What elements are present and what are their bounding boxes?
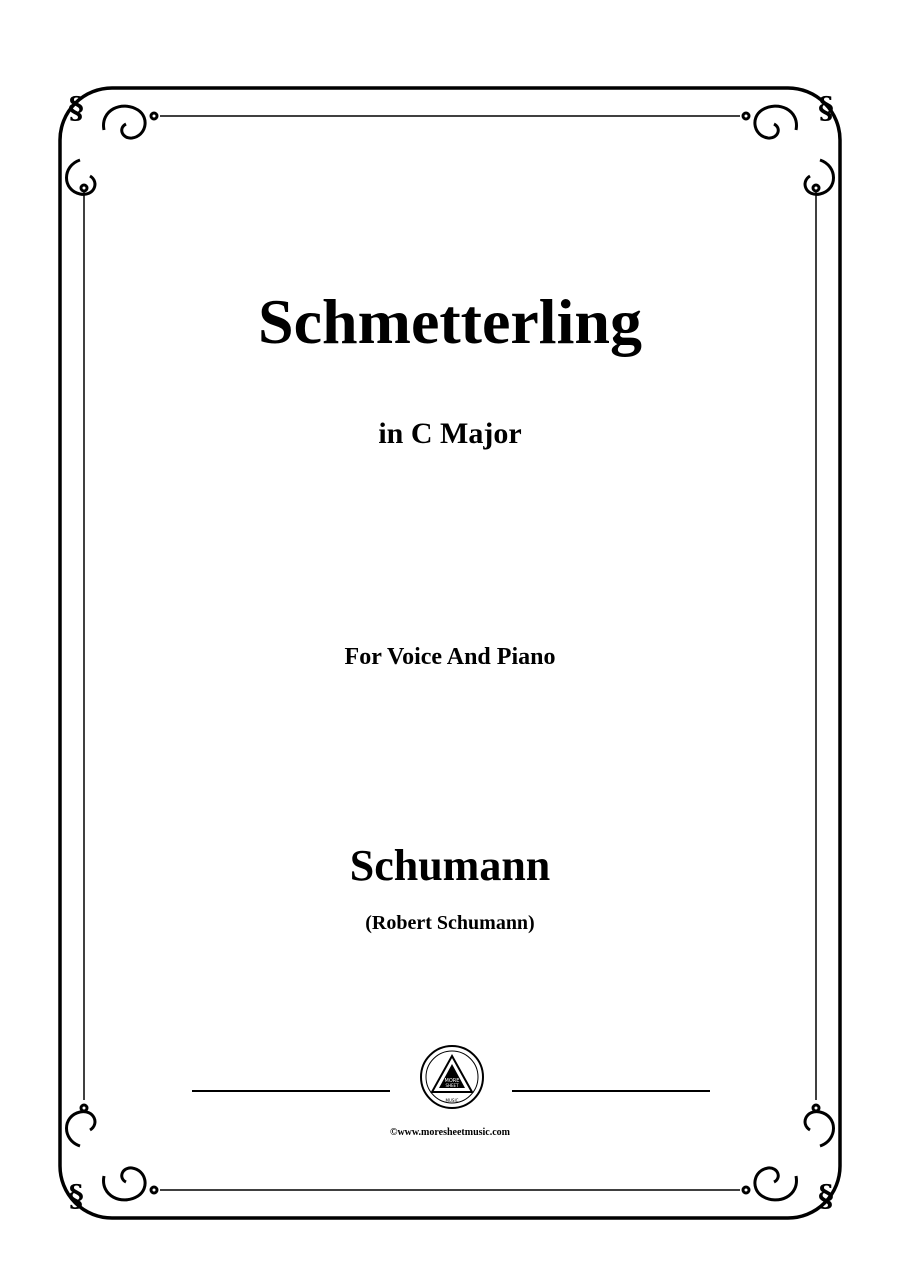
publisher-seal-logo xyxy=(419,1044,485,1110)
key-signature: in C Major xyxy=(378,417,522,450)
flourish-top-left: § xyxy=(68,91,84,126)
divider-left xyxy=(192,1090,390,1092)
divider-right xyxy=(512,1090,710,1092)
flourish-bottom-right: § xyxy=(818,1179,834,1214)
svg-text:SHEET: SHEET xyxy=(445,1083,459,1088)
flourish-bottom-left: § xyxy=(68,1179,84,1214)
composer-name: Schumann xyxy=(349,841,551,890)
composer-full-name: (Robert Schumann) xyxy=(365,912,535,934)
song-title: Schmetterling xyxy=(258,286,642,357)
svg-text:MORE: MORE xyxy=(444,1078,460,1084)
publisher-website: ©www.moresheetmusic.com xyxy=(389,1127,511,1138)
instrumentation: For Voice And Piano xyxy=(344,644,556,670)
flourish-top-right: § xyxy=(818,91,834,126)
svg-text:MUSIC: MUSIC xyxy=(445,1098,459,1103)
